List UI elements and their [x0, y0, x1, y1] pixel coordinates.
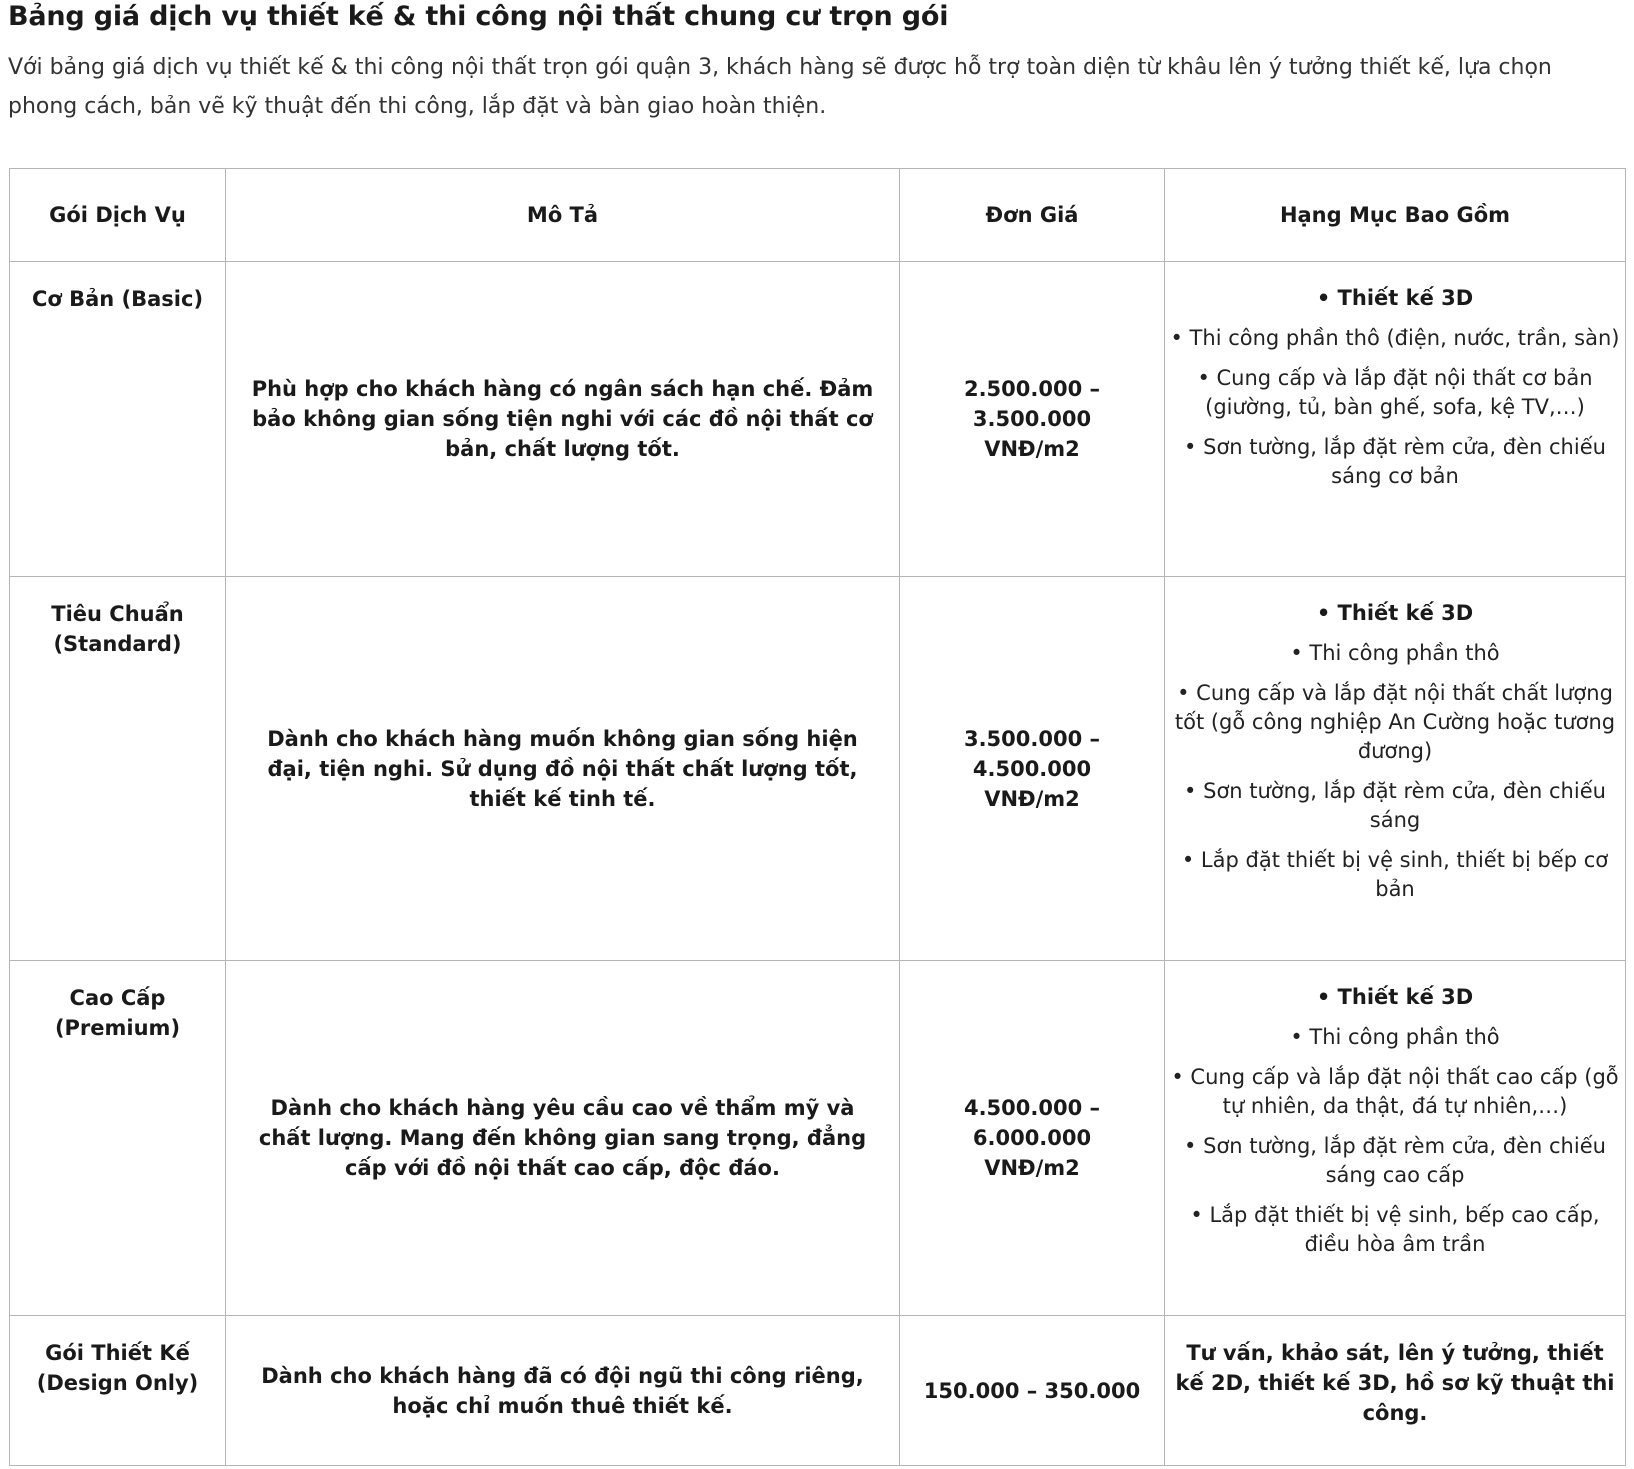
package-price: 3.500.000 – 4.500.000 VNĐ/m2 — [900, 577, 1165, 961]
list-item: • Cung cấp và lắp đặt nội thất cơ bản (giường, tủ, bàn ghế, sofa, kệ TV,…) — [1197, 366, 1593, 419]
list-item: • Thi công phần thô (điện, nước, trần, sàn) — [1170, 326, 1620, 350]
package-price: 150.000 – 350.000 — [900, 1316, 1165, 1466]
list-item: • Thi công phần thô — [1290, 1025, 1500, 1049]
header-description: Mô Tả — [226, 169, 900, 262]
package-name: Gói Thiết Kế (Design Only) — [10, 1316, 226, 1466]
package-description: Dành cho khách hàng yêu cầu cao về thẩm mỹ và chất lượng. Mang đến không gian sang trọng, đẳng cấp với đồ nội thất cao cấp, độc đáo. — [226, 961, 900, 1316]
package-description: Dành cho khách hàng muốn không gian sống hiện đại, tiện nghi. Sử dụng đồ nội thất chất lượng tốt, thiết kế tinh tế. — [226, 577, 900, 961]
package-items — [1165, 961, 1626, 1316]
header-items: Hạng Mục Bao Gồm — [1165, 169, 1626, 262]
table-row — [10, 1316, 1626, 1466]
package-items: Tư vấn, khảo sát, lên ý tưởng, thiết kế 2D, thiết kế 3D, hồ sơ kỹ thuật thi công. — [1165, 1316, 1626, 1466]
list-item: • Sơn tường, lắp đặt rèm cửa, đèn chiếu sáng — [1184, 779, 1606, 832]
header-package: Gói Dịch Vụ — [10, 169, 226, 262]
table-row — [10, 961, 1626, 1316]
table-row — [10, 262, 1626, 577]
list-item: • Thiết kế 3D — [1316, 985, 1474, 1009]
package-description: Dành cho khách hàng đã có đội ngũ thi công riêng, hoặc chỉ muốn thuê thiết kế. — [226, 1316, 900, 1466]
package-name: Cơ Bản (Basic) — [10, 262, 226, 577]
table-row — [10, 577, 1626, 961]
list-item: • Cung cấp và lắp đặt nội thất cao cấp (gỗ tự nhiên, da thật, đá tự nhiên,…) — [1171, 1065, 1619, 1118]
package-items — [1165, 577, 1626, 961]
package-price: 4.500.000 – 6.000.000 VNĐ/m2 — [900, 961, 1165, 1316]
package-name: Cao Cấp (Premium) — [10, 961, 226, 1316]
package-name: Tiêu Chuẩn (Standard) — [10, 577, 226, 961]
list-item: • Lắp đặt thiết bị vệ sinh, thiết bị bếp cơ bản — [1181, 848, 1609, 901]
list-item: • Lắp đặt thiết bị vệ sinh, bếp cao cấp, điều hòa âm trần — [1190, 1203, 1600, 1256]
list-item: • Thiết kế 3D — [1316, 286, 1474, 310]
list-item: • Cung cấp và lắp đặt nội thất chất lượng tốt (gỗ công nghiệp An Cường hoặc tương đương) — [1174, 681, 1616, 763]
list-item: • Thi công phần thô — [1290, 641, 1500, 665]
header-price: Đơn Giá — [900, 169, 1165, 262]
table-header-row — [10, 169, 1626, 262]
package-price: 2.500.000 – 3.500.000 VNĐ/m2 — [900, 262, 1165, 577]
package-items — [1165, 262, 1626, 577]
list-item: • Sơn tường, lắp đặt rèm cửa, đèn chiếu sáng cơ bản — [1184, 435, 1606, 488]
intro-paragraph: Với bảng giá dịch vụ thiết kế & thi công nội thất trọn gói quận 3, khách hàng sẽ được hỗ trợ toàn diện từ khâu lên ý tưởng thiết kế, lựa chọn phong cách, bản vẽ kỹ thuật đến thi công, lắp đặt và bàn giao hoàn thiện. — [8, 55, 1552, 119]
package-description: Phù hợp cho khách hàng có ngân sách hạn chế. Đảm bảo không gian sống tiện nghi với các đồ nội thất cơ bản, chất lượng tốt. — [226, 262, 900, 577]
page-title: Bảng giá dịch vụ thiết kế & thi công nội thất chung cư trọn gói — [8, 1, 949, 32]
list-item: • Thiết kế 3D — [1316, 601, 1474, 625]
pricing-table — [9, 168, 1626, 1466]
list-item: • Sơn tường, lắp đặt rèm cửa, đèn chiếu sáng cao cấp — [1184, 1134, 1606, 1187]
